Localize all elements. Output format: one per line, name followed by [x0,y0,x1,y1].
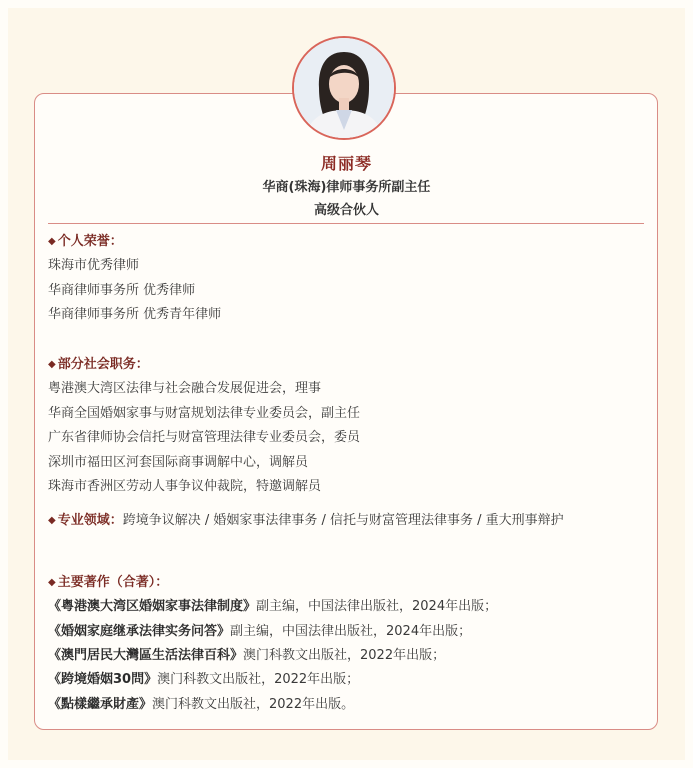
honor-item: 华商律师事务所 优秀青年律师 [48,307,222,322]
position-item: 广东省律师协会信托与财富管理法律专业委员会，委员 [48,430,361,445]
publication-item [48,668,359,687]
divider [48,223,644,224]
expertise-heading: 专业领域： [57,513,123,528]
position-item: 珠海市香洲区劳动人事争议仲裁院，特邀调解员 [48,479,322,494]
publication-title: 《跨境婚姻30問》 [48,672,158,687]
diamond-bullet-icon: ◆ [48,236,56,247]
expertise-text: 跨境争议解决 / 婚姻家事法律事务 / 信托与财富管理法律事务 / 重大刑事辩护 [122,513,564,528]
avatar-portrait-image [294,38,394,138]
avatar [292,36,396,140]
job-title: 华商(珠海)律师事务所副主任 [262,180,431,195]
publication-detail: 澳门科教文出版社，2022年出版； [243,648,446,663]
publication-detail: 澳门科教文出版社，2022年出版。 [152,697,355,712]
position-item: 华商全国婚姻家事与财富规划法律专业委员会，副主任 [48,406,361,421]
expertise-section [48,509,644,532]
position-item: 粤港澳大湾区法律与社会融合发展促进会，理事 [48,381,322,396]
honor-item: 珠海市优秀律师 [48,258,140,273]
publication-detail: 副主编，中国法律出版社，2024年出版； [256,599,498,614]
honors-heading: ◆ 个人荣誉： [48,234,123,249]
position-item: 深圳市福田区河套国际商事调解中心，调解员 [48,455,309,470]
publication-item [48,644,445,663]
page-background [8,8,685,760]
publication-title: 《點樣繼承財產》 [48,697,153,712]
publication-item [48,693,354,712]
publication-title: 《澳門居民大灣區生活法律百科》 [48,648,244,663]
publication-title: 《粤港澳大湾区婚姻家事法律制度》 [48,599,257,614]
publication-title: 《婚姻家庭继承法律实务问答》 [48,624,231,639]
honor-item: 华商律师事务所 优秀律师 [48,283,196,298]
publication-detail: 副主编，中国法律出版社，2024年出版； [230,624,472,639]
partner-title: 高级合伙人 [313,203,379,218]
publication-item [48,595,497,614]
publication-item [48,620,471,639]
publications-heading: ◆ 主要著作（合著）： [48,575,169,590]
person-name: 周丽琴 [320,154,372,173]
positions-heading: ◆ 部分社会职务： [48,357,149,372]
diamond-bullet-icon: ◆ [48,359,56,370]
diamond-bullet-icon: ◆ [48,515,56,526]
diamond-bullet-icon: ◆ [48,577,56,588]
publication-detail: 澳门科教文出版社，2022年出版； [157,672,360,687]
